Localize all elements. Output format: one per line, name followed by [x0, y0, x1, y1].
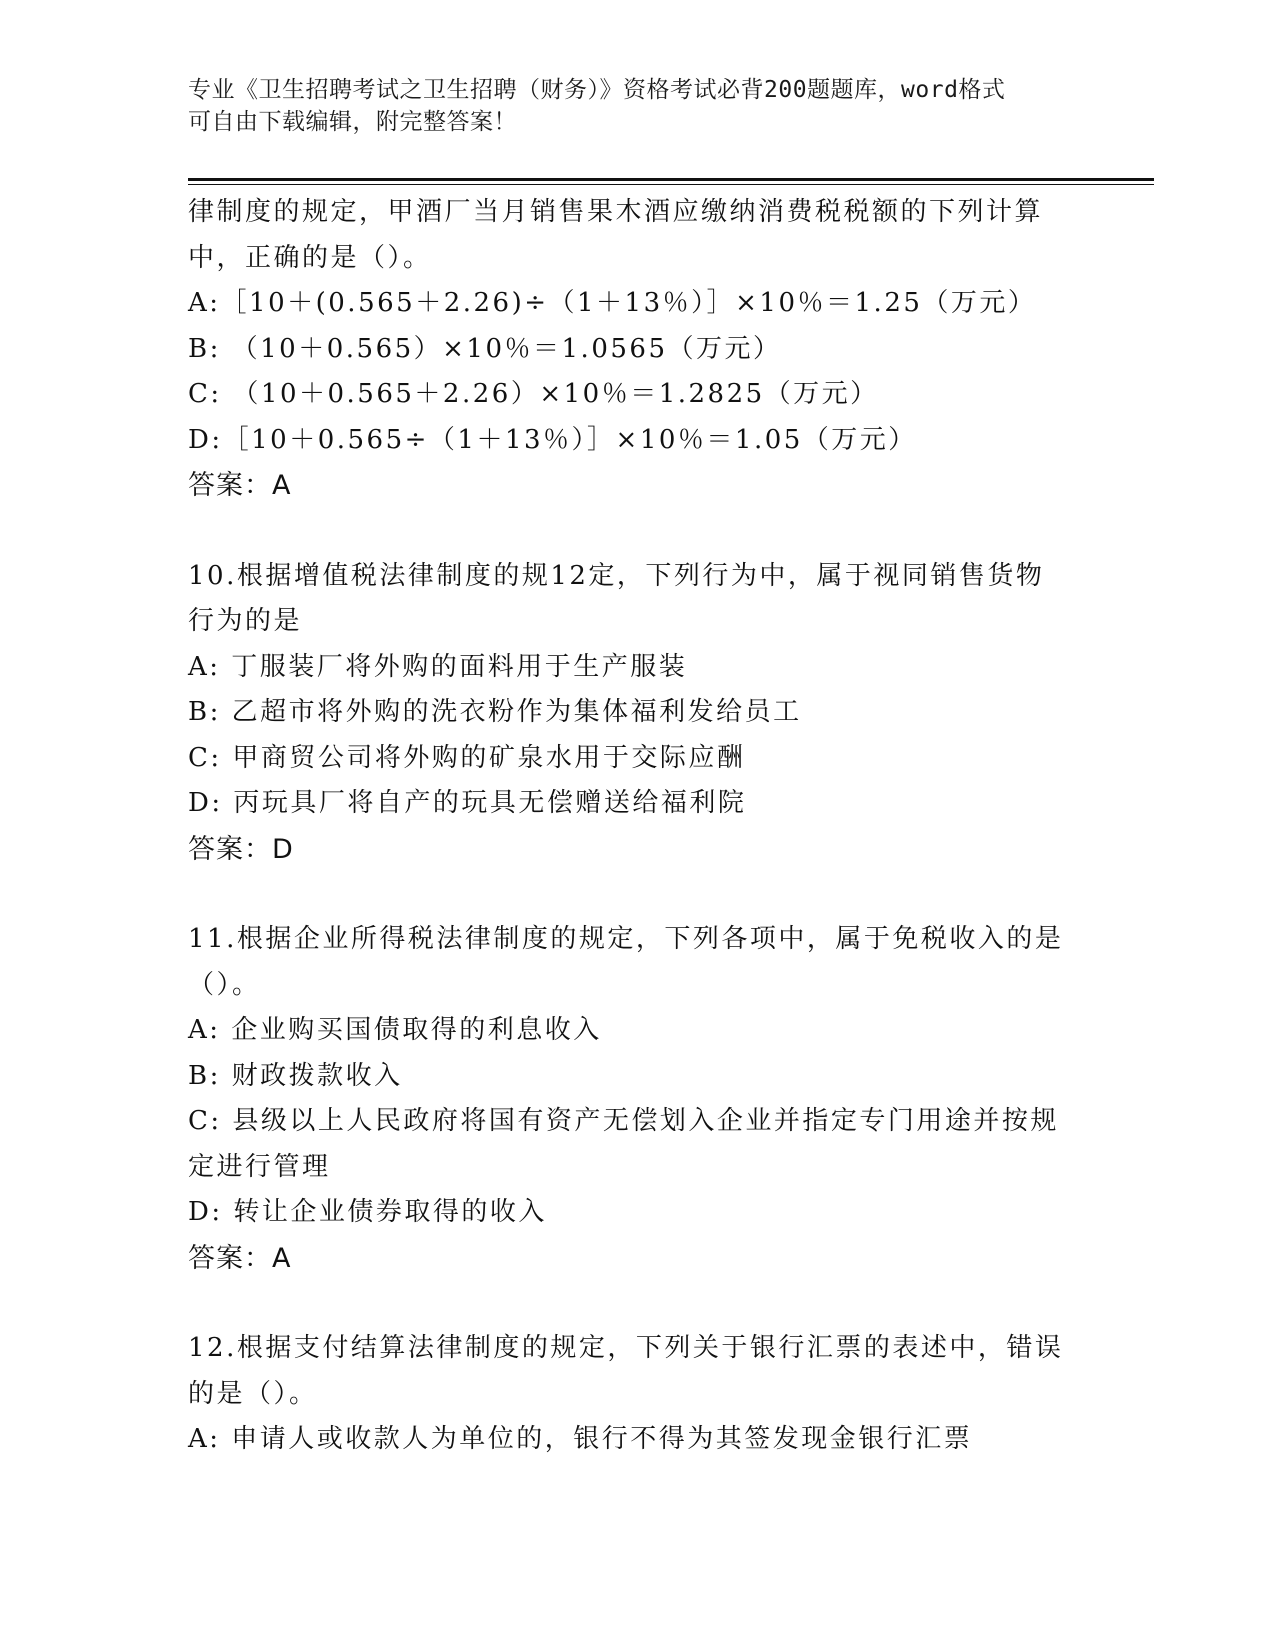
option-a: A: 申请人或收款人为单位的，银行不得为其签发现金银行汇票 [188, 1424, 973, 1454]
option-c-continued: 定进行管理 [188, 1151, 331, 1182]
question-9 [188, 190, 1088, 509]
question-stem: 10.根据增值税法律制度的规12定，下列行为中，属于视同销售货物 [188, 560, 1045, 591]
question-12 [188, 1326, 1088, 1463]
answer-label: 答案：A [188, 470, 292, 501]
document-body [188, 190, 1088, 1463]
question-10 [188, 554, 1088, 873]
header-line-1: 专业《卫生招聘考试之卫生招聘（财务）》资格考试必背200题题库，word格式 [188, 77, 1006, 103]
header-rule-thin [188, 184, 1154, 185]
question-stem: （）。 [188, 969, 261, 1000]
option-c: C: （10＋0.565＋2.26）×10％＝1.2825（万元） [188, 379, 879, 409]
option-c: C: 甲商贸公司将外购的矿泉水用于交际应酬 [188, 742, 746, 773]
answer-label: 答案：A [188, 1242, 292, 1274]
option-a: A: 企业购买国债取得的利息收入 [188, 1015, 602, 1045]
question-11 [188, 917, 1088, 1281]
page-header [188, 74, 1088, 138]
option-a: A:［10＋(0.565＋2.26)÷（1＋13％）］×10％＝1.25（万元） [188, 288, 1037, 318]
question-stem: 中，正确的是（）。 [188, 242, 432, 273]
option-d: D: 丙玩具厂将自产的玩具无偿赠送给福利院 [188, 788, 747, 818]
question-stem: 行为的是 [188, 606, 303, 636]
option-b: B: （10＋0.565）×10％＝1.0565（万元） [188, 333, 782, 364]
option-d: D: 转让企业债券取得的收入 [188, 1197, 547, 1227]
spacer [188, 1281, 1088, 1326]
question-stem: 11.根据企业所得税法律制度的规定，下列各项中，属于免税收入的是 [188, 924, 1064, 954]
header-rule-thick [188, 178, 1154, 181]
spacer [188, 872, 1088, 917]
question-stem: 12.根据支付结算法律制度的规定，下列关于银行汇票的表述中，错误 [188, 1333, 1064, 1363]
option-c: C: 县级以上人民政府将国有资产无偿划入企业并指定专门用途并按规 [188, 1106, 1059, 1136]
spacer [188, 509, 1088, 554]
option-b: B: 乙超市将外购的洗衣粉作为集体福利发给员工 [188, 697, 802, 727]
answer-label: 答案：D [188, 833, 294, 865]
option-b: B: 财政拨款收入 [188, 1060, 403, 1091]
option-a: A: 丁服装厂将外购的面料用于生产服装 [188, 651, 688, 682]
header-line-2: 可自由下载编辑，附完整答案！ [188, 109, 517, 135]
question-stem: 的是（）。 [188, 1378, 318, 1409]
question-stem: 律制度的规定，甲酒厂当月销售果木酒应缴纳消费税税额的下列计算 [188, 197, 1044, 227]
option-d: D:［10＋0.565÷（1＋13％）］×10％＝1.05（万元） [188, 424, 917, 455]
